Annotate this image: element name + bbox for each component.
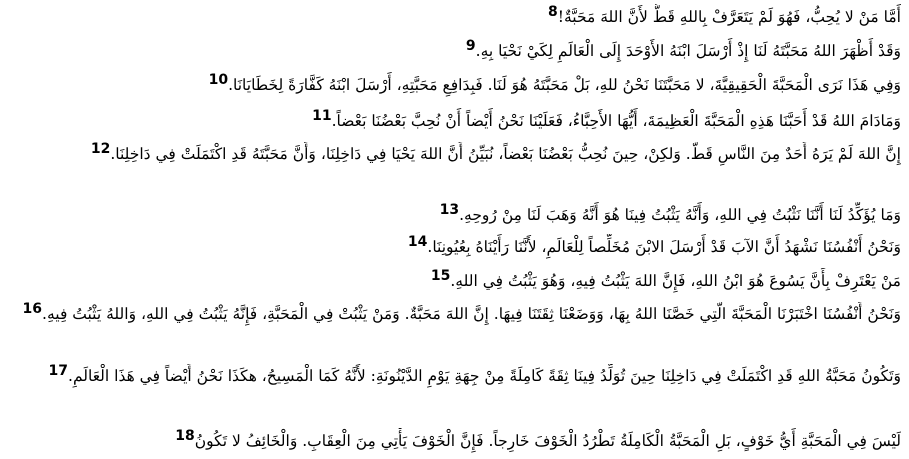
verse-text: أَمَّا مَنْ لا يُحِبُّ، فَهُوَ لَمْ يَتَعَرَّفْ بِاللهِ قَطُّ لأَنَّ اللهَ مَحَبَّةٌ! bbox=[557, 8, 901, 26]
verse-number: 11 bbox=[312, 108, 332, 124]
verse-number: 9 bbox=[465, 38, 476, 54]
verse-16 bbox=[8, 302, 901, 354]
verse-text: وَنَحْنُ أَنْفُسُنَا اخْتَبَرْنَا الْمَحَبَّةَ الَّتِي خَصَّنَا اللهُ بِهَا، وَوَضَعْنَا ثِقَتَنَا فِيهَا. إِنَّ اللهَ مَحَبَّةٌ. وَمَنْ يَثْبُتْ فِي الْمَحَبَّةِ، فَإِنَّهُ يَثْبُتُ فِي اللهِ، وَاللهُ يَثْبُتُ فِيهِ. bbox=[42, 305, 901, 323]
verse-text: وَمَادَامَ اللهُ قَدْ أَحَبَّنَا هَذِهِ الْمَحَبَّةَ الْعَظِيمَةَ، أَيُّهَا الأَحِبَّاءُ، فَعَلَيْنَا نَحْنُ أَيْضاً أَنْ نُحِبَّ بَعْضُنَا بَعْضاً. bbox=[331, 112, 901, 130]
verse-18 bbox=[8, 428, 901, 454]
verse-8 bbox=[8, 4, 901, 30]
verse-text: لَيْسَ فِي الْمَحَبَّةِ أَيُّ خَوْفٍ، بَلِ الْمَحَبَّةُ الْكَامِلَةُ تَطْرُدُ الْخَوْفَ خَارِجاً. فَإِنَّ الْخَوْفَ يَأْتِي مِنَ الْعِقَابِ. وَالْخَائِفُ لا تَكُونُ bbox=[194, 432, 901, 450]
verse-10 bbox=[8, 72, 901, 98]
verse-number: 18 bbox=[175, 428, 195, 444]
verse-text: وَتَكُونُ مَحَبَّةُ اللهِ قَدِ اكْتَمَلَتْ فِي دَاخِلِنَا حِينَ تُوَلِّدُ فِينَا ثِقَةً كَامِلَةً مِنْ جِهَةِ يَوْمِ الدَّيْنُونَةِ: لأَنَّهُ كَمَا الْمَسِيحُ، هكَذَا نَحْنُ أَيْضاً فِي هَذَا الْعَالَمِ. bbox=[68, 367, 901, 385]
verse-9 bbox=[8, 38, 901, 64]
verse-number: 8 bbox=[548, 4, 558, 20]
verse-text: إِنَّ اللهَ لَمْ يَرَهُ أَحَدٌ مِنَ النَّاسِ قَطُّ. وَلكِنْ، حِينَ نُحِبُّ بَعْضُنَا بَعْضاً، نُبَيِّنُ أَنَّ اللهَ يَحْيَا فِي دَاخِلِنَا، وَأَنَّ مَحَبَّتَهُ قَدِ اكْتَمَلَتْ فِي دَاخِلِنَا. bbox=[110, 145, 901, 163]
verse-number: 17 bbox=[48, 364, 69, 379]
verse-number: 16 bbox=[22, 302, 43, 317]
verse-11 bbox=[8, 108, 901, 134]
verse-text: مَنْ يَعْتَرِفْ بِأَنَّ يَسُوعَ هُوَ ابْنُ اللهِ، فَإِنَّ اللهَ يَثْبُتُ فِيهِ، وَهُوَ يَثْبُتُ فِي اللهِ. bbox=[450, 272, 901, 290]
verse-number: 15 bbox=[430, 268, 451, 284]
verse-12 bbox=[8, 142, 901, 192]
verse-14 bbox=[8, 234, 901, 260]
verse-text: وَمَا يُؤَكِّدُ لَنَا أَنَّنَا نَثْبُتُ فِي اللهِ، وَأَنَّهُ يَثْبُتُ فِينَا هُوَ أَنَّهُ وَهَبَ لَنَا مِنْ رُوحِهِ. bbox=[459, 206, 901, 224]
verse-text: وَنَحْنُ أَنْفُسُنَا نَشْهَدُ أَنَّ الآبَ قَدْ أَرْسَلَ الابْنَ مُخَلِّصاً لِلْعَالَمِ، لأَنَّنَا رَأَيْنَاهُ بِعُيُونِنَا. bbox=[427, 238, 901, 256]
verse-number: 12 bbox=[90, 142, 111, 157]
verse-number: 13 bbox=[439, 202, 460, 218]
verse-number: 14 bbox=[407, 234, 428, 250]
verse-number: 10 bbox=[208, 72, 229, 88]
verse-13 bbox=[8, 202, 901, 228]
verse-17 bbox=[8, 364, 901, 416]
verse-text: وَفِي هَذَا نَرَى الْمَحَبَّةَ الْحَقِيقِيَّةَ، لا مَحَبَّتَنَا نَحْنُ للهِ، بَلْ مَحَبَّتَهُ هُوَ لَنَا. فَبِدَافِعِ مَحَبَّتِهِ، أَرْسَلَ ابْنَهُ كَفَّارَةً لِخَطَايَانَا. bbox=[228, 76, 901, 94]
verse-15 bbox=[8, 268, 901, 294]
verse-text: وَقَدْ أَظْهَرَ اللهُ مَحَبَّتَهُ لَنَا إِذْ أَرْسَلَ ابْنَهُ الأَوْحَدَ إِلَى الْعَالَمِ لِكَيْ نَحْيَا بِهِ. bbox=[475, 42, 901, 60]
